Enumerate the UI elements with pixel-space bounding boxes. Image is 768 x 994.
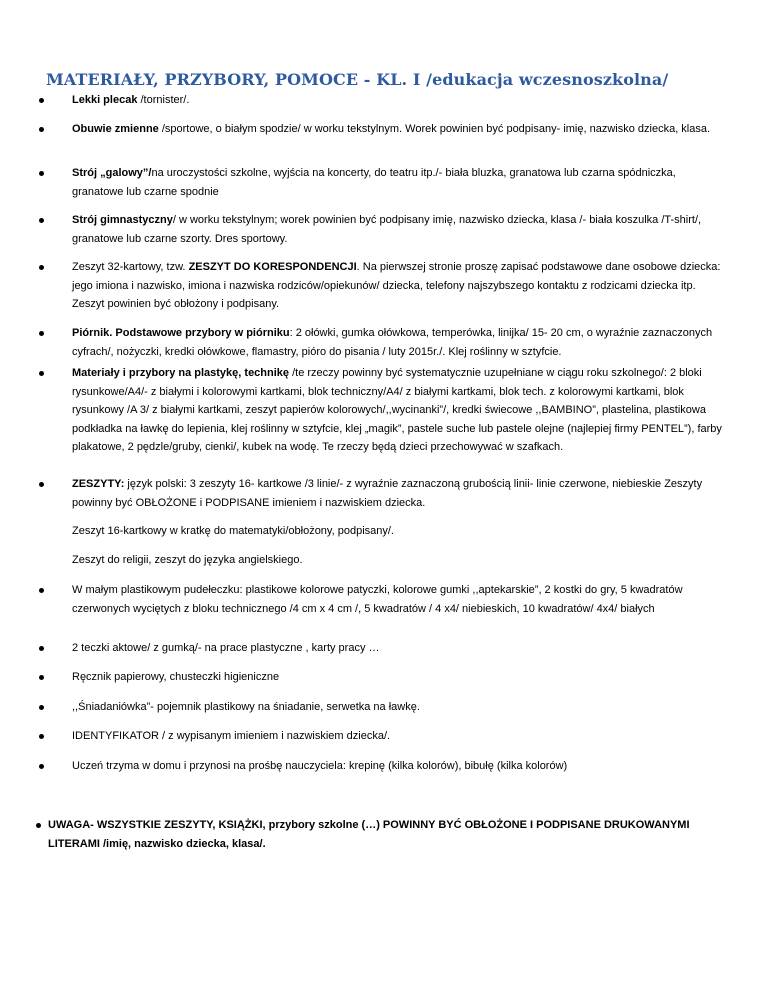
list-item-plastic-box [72, 581, 722, 618]
item-bold: ZESZYTY: [72, 478, 125, 490]
list-item-gala-outfit [72, 164, 722, 201]
item-text: IDENTYFIKATOR / z wypisanym imieniem i nazwiskiem dziecka/. [72, 730, 391, 742]
item-bold: Piórnik. Podstawowe przybory w piórniku [72, 327, 290, 339]
item-pre: Zeszyt 32-kartowy, tzw. [72, 261, 189, 273]
list-item-lunchbox [72, 698, 722, 717]
item-bold: ZESZYT DO KORESPONDENCJI [188, 261, 357, 273]
bullet-icon [39, 764, 44, 769]
item-text: . Na pierwszej stronie proszę zapisać podstawowe dane osobowe dziecka: jego imiona i nazwisko, imiona i nazwiska rodziców/opiekunów/ dziecka, telefony najszybszego kontaktu z rodzicami dziecka itp. Zeszyt powinien być obłożony i podpisany. [72, 261, 721, 310]
list-item-shoes [72, 120, 722, 139]
item-text: /te rzeczy powinny być systematycznie uzupełniane w ciągu roku szkolnego/: 2 bloki rysunkowe/A4/- z białymi i kolorowymi kartkami, blok techniczny/A4/ z białymi kartkami, blok tech. z kolorowymi kartkami, blok rysunkowy /A 3/ z białymi kartkami, zeszyt papierów kolorowych/,,wycinanki”/, kredki świecowe ,,BAMBINO”, plastelina, plastikowa podkładka na ławkę do lepienia, klej roślinny w sztyfcie, klej „magik”, pastele suche lub pastele olejne (najlepiej firmy PENTEL”), farby plakatowe, 2 pędzle/gruby, cienki/, kubek na wodę. Te rzeczy będą dzieci przechowywać w szafkach. [72, 367, 722, 453]
bullet-icon [39, 218, 44, 223]
item-text: / w worku tekstylnym; worek powinien być podpisany imię, nazwisko dziecka, klasa /- biała koszulka /T-shirt/, granatowe lub czarne szorty. Dres sportowy. [72, 214, 702, 245]
bullet-icon [39, 588, 44, 593]
item-text: na uroczystości szkolne, wyjścia na koncerty, do teatru itp./- biała bluzka, granatowa lub czarna spódniczka, granatowe lub czarne spodnie [72, 167, 676, 198]
item-text: /sportowe, o białym spodzie/ w worku tekstylnym. Worek powinien być podpisany- imię, nazwisko dziecka, klasa. [158, 123, 711, 135]
list-item-crepe-paper [72, 757, 722, 776]
item-bold: Obuwie zmienne [72, 123, 159, 135]
item-bold: Materiały i przybory na plastykę, technikę [72, 367, 290, 379]
list-item-folders [72, 639, 722, 658]
religion-notebook-line: Zeszyt do religii, zeszyt do języka angielskiego. [72, 554, 303, 566]
bullet-icon [39, 646, 44, 651]
item-text: Uczeń trzyma w domu i przynosi na prośbę nauczyciela: krepinę (kilka kolorów), bibułę (kilka kolorów) [72, 760, 568, 772]
item-text: język polski: 3 zeszyty 16- kartkowe /3 linie/- z wyraźnie zaznaczoną grubością linii- linie czerwone, niebieskie Zeszyty powinny być OBŁOŻONE i PODPISANE imieniem i nazwiskiem dziecka. [72, 478, 703, 509]
list-item-id-badge [72, 727, 722, 746]
bullet-icon [36, 823, 41, 828]
item-bold: Strój „galowy”/ [72, 167, 152, 179]
bullet-icon [39, 482, 44, 487]
bullet-icon [39, 371, 44, 376]
bullet-icon [39, 331, 44, 336]
bullet-icon [39, 265, 44, 270]
list-item-pencil-case [72, 324, 722, 361]
bullet-icon [39, 127, 44, 132]
list-item-notebooks [72, 475, 722, 512]
list-item-art-supplies [72, 364, 722, 457]
bullet-icon [39, 171, 44, 176]
item-bold: Strój gimnastyczny [72, 214, 173, 226]
item-text: /tornister/. [137, 94, 190, 106]
item-text: Ręcznik papierowy, chusteczki higieniczne [72, 671, 280, 683]
bullet-icon [39, 734, 44, 739]
final-note-text: UWAGA- WSZYSTKIE ZESZYTY, KSIĄŻKI, przybory szkolne (…) POWINNY BYĆ OBŁOŻONE I PODPISANE DRUKOWANYMI LITERAMI /imię, nazwisko dziecka, klasa/. [48, 819, 690, 850]
bullet-icon [39, 675, 44, 680]
item-bold: Lekki plecak [72, 94, 138, 106]
list-item-backpack [72, 91, 722, 110]
item-text: ,,Śniadaniówka”- pojemnik plastikowy na śniadanie, serwetka na ławkę. [72, 701, 420, 713]
item-text: : 2 ołówki, gumka ołówkowa, temperówka, linijka/ 15- 20 cm, o wyraźnie zaznaczonych cyfrach/, nożyczki, kredki ołówkowe, flamastry, pióro do pisania / luty 2015r./. Klej roślinny w sztyfcie. [72, 327, 713, 358]
final-note [48, 816, 728, 853]
page-title: MATERIAŁY, PRZYBORY, POMOCE - KL. I /edukacja wczesnoszkolna/ [46, 70, 669, 89]
item-text: 2 teczki aktowe/ z gumką/- na prace plastyczne , karty pracy … [72, 642, 380, 654]
list-item-gym-outfit [72, 211, 722, 248]
math-notebook-line: Zeszyt 16-kartkowy w kratkę do matematyki/obłożony, podpisany/. [72, 525, 394, 537]
list-item-towels [72, 668, 722, 687]
bullet-icon [39, 705, 44, 710]
bullet-icon [39, 98, 44, 103]
item-text: W małym plastikowym pudełeczku: plastikowe kolorowe patyczki, kolorowe gumki ,,aptekarskie”, 2 kostki do gry, 5 kwadratów czerwonych wyciętych z bloku technicznego /4 cm x 4 cm /, 5 kwadratów / 4 x4/ niebieskich, 10 kwadratów/ 4x4/ białych [72, 584, 683, 615]
list-item-correspondence-notebook [72, 258, 722, 314]
